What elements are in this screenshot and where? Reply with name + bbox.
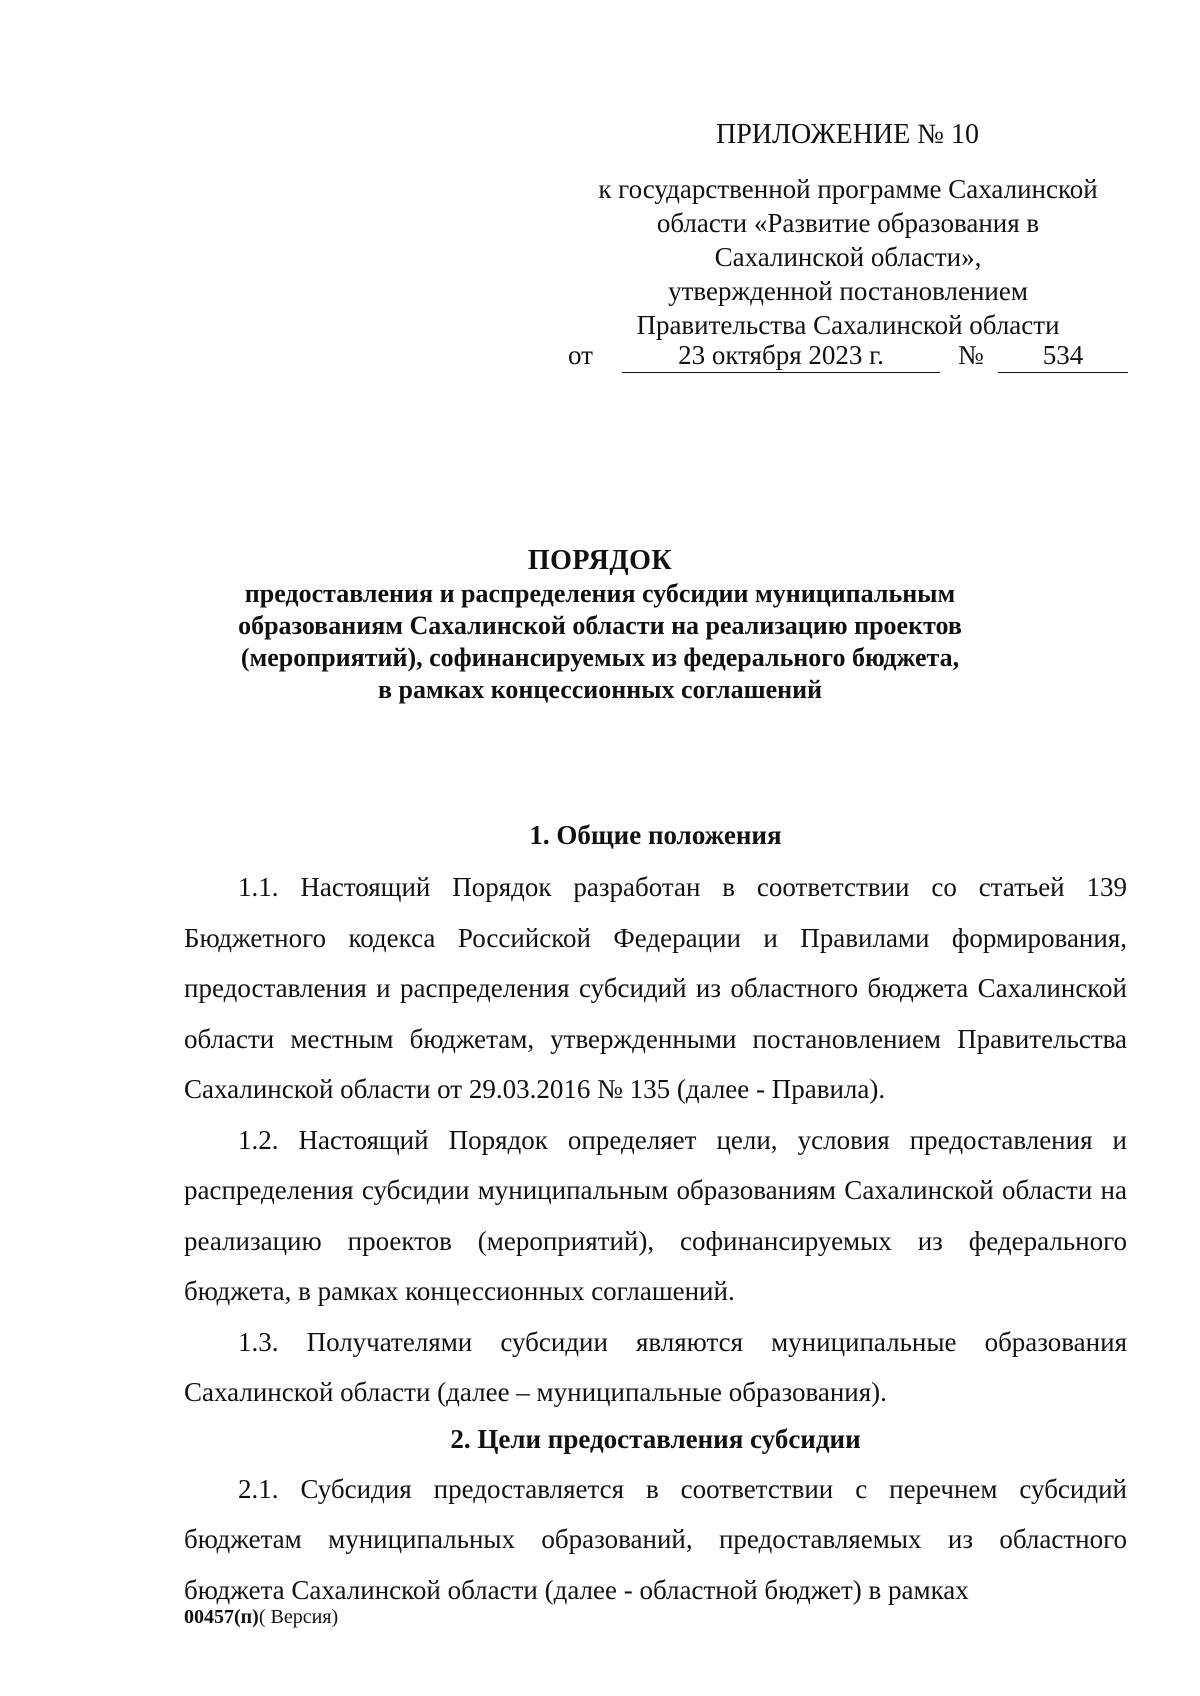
document-subtitle-line: (мероприятий), софинансируемых из федерального бюджета, (240, 643, 960, 672)
appendix-line: утвержденной постановлением (668, 276, 1028, 306)
from-label: от (568, 340, 593, 370)
document-body (184, 818, 1127, 1615)
appendix-title: ПРИЛОЖЕНИЕ № 10 (716, 119, 979, 150)
section-heading: 2. Цели предоставления субсидии (450, 1423, 861, 1454)
paragraph: 1.1. Настоящий Порядок разработан в соответствии со статьей 139 Бюджетного кодекса Российской Федерации и Правилами формирования, предоставления и распределения субсидий из областного бюджета Сахалинской области местным бюджетам, утвержденными постановлением Правительства Сахалинской области от 29.03.2016 № 135 (далее - Правила). (184, 872, 1127, 1104)
appendix-lines (568, 172, 1128, 342)
document-subtitle-line: образованиям Сахалинской области на реализацию проектов (238, 611, 962, 640)
document-footer (184, 1606, 338, 1629)
appendix-line: Правительства Сахалинской области (636, 310, 1060, 340)
number-label: № (958, 340, 984, 370)
document-code: 00457(п) (184, 1606, 259, 1628)
document-title: ПОРЯДОК (527, 545, 673, 576)
paragraph: 1.3. Получателями субсидии являются муниципальные образования Сахалинской области (далее – муниципальные образования). (184, 1326, 1127, 1407)
appendix-line: к государственной программе Сахалинской (598, 174, 1098, 204)
appendix-line: области «Развитие образования в (656, 208, 1040, 238)
appendix-signature-line (568, 338, 1128, 374)
document-subtitle-line: в рамках концессионных соглашений (377, 675, 823, 704)
paragraph: 1.2. Настоящий Порядок определяет цели, условия предоставления и распределения субсидии муниципальным образованиям Сахалинской области на реализацию проектов (мероприятий), софинансируемых из федерального бюджета, в рамках концессионных соглашений. (184, 1124, 1127, 1306)
resolution-number: 534 (998, 338, 1128, 373)
paragraph: 2.1. Субсидия предоставляется в соответствии с перечнем субсидий бюджетам муниципальных образований, предоставляемых из областного бюджета Сахалинской области (далее - областной бюджет) в рамках (184, 1473, 1127, 1605)
resolution-date: 23 октября 2023 г. (622, 338, 940, 373)
document-version: ( Версия) (258, 1606, 339, 1628)
section-heading: 1. Общие положения (529, 820, 782, 850)
document-title-block (170, 544, 1030, 706)
appendix-line: Сахалинской области», (714, 242, 982, 272)
document-subtitle-line: предоставления и распределения субсидии муниципальным (244, 579, 956, 608)
